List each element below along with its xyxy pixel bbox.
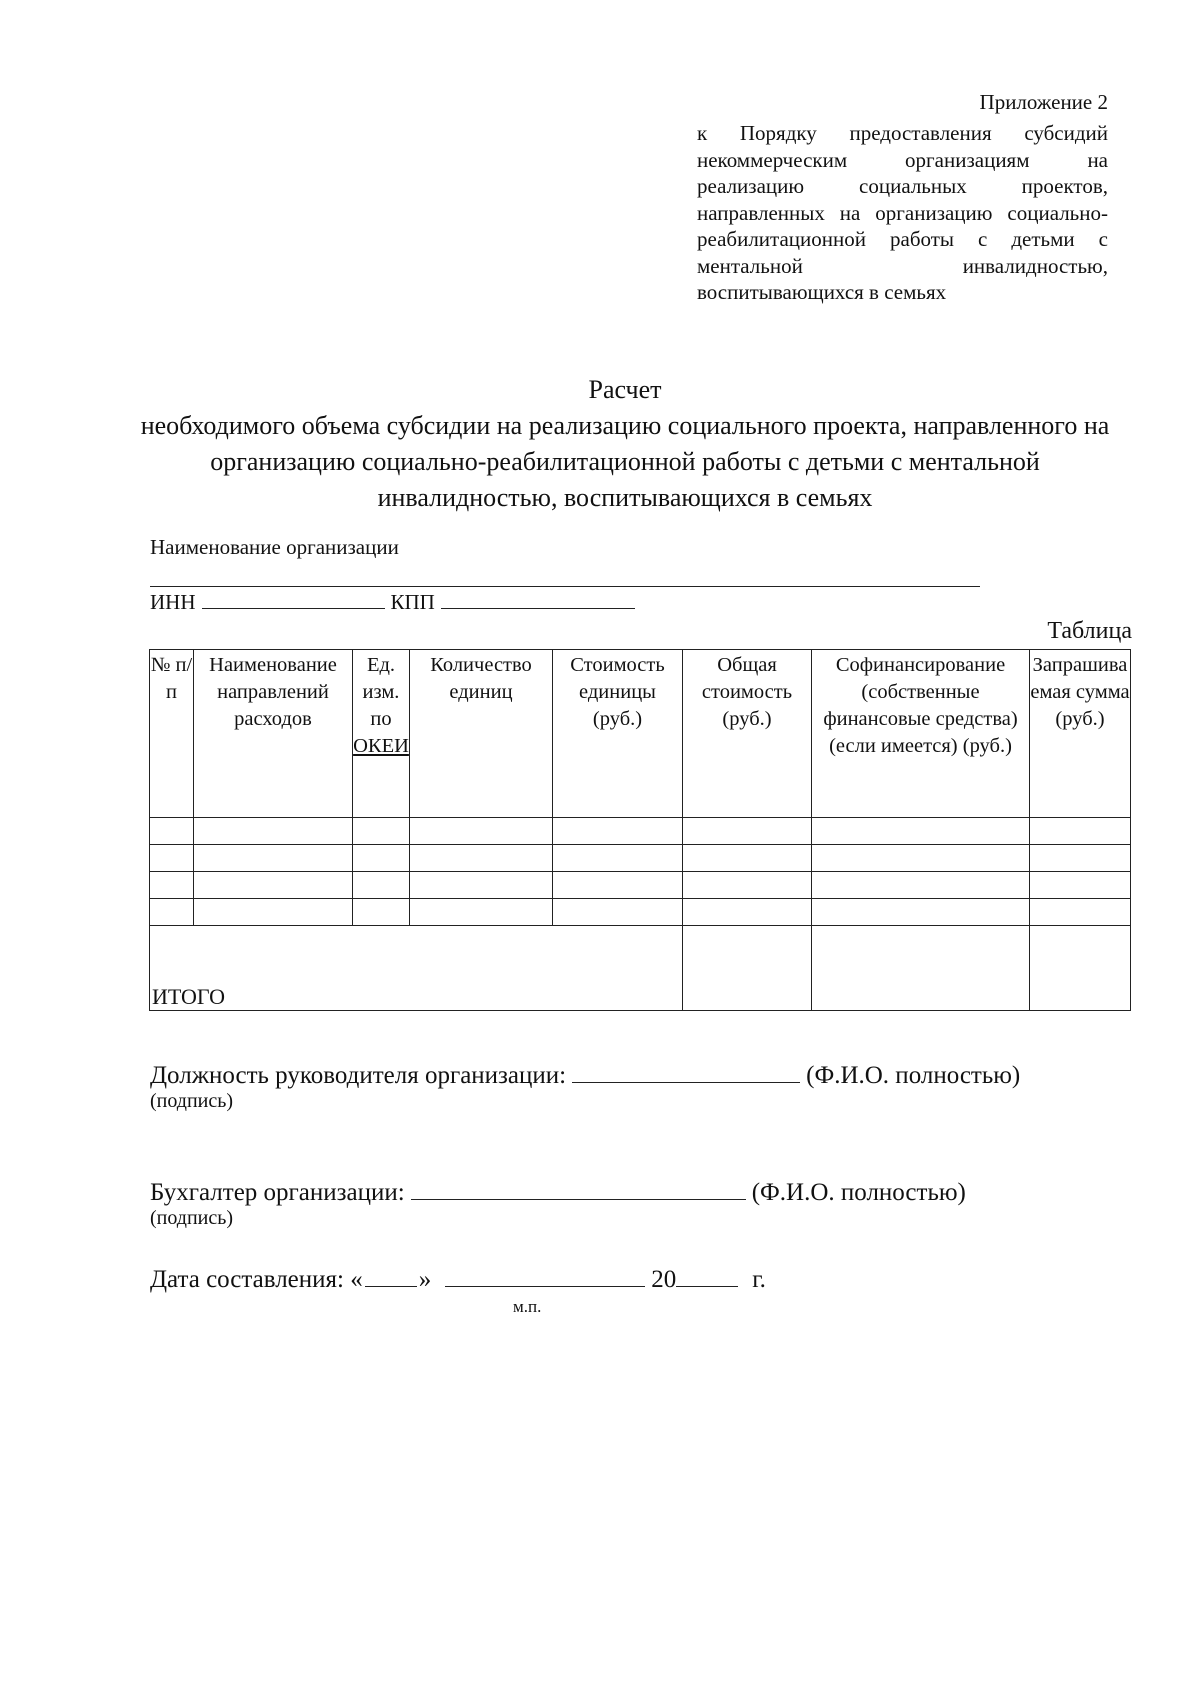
kpp-label: КПП	[390, 590, 435, 614]
header-unit-prefix: Ед. изм. по	[362, 654, 400, 730]
table-cell[interactable]	[812, 818, 1030, 845]
table-cell[interactable]	[553, 845, 683, 872]
table-cell[interactable]	[410, 899, 553, 926]
table-row	[150, 818, 1131, 845]
year-prefix: 20	[651, 1266, 677, 1293]
table-row	[150, 845, 1131, 872]
org-name-field[interactable]	[150, 586, 980, 587]
table-cell[interactable]	[410, 872, 553, 899]
date-month-field[interactable]	[445, 1262, 645, 1287]
table-row	[150, 872, 1131, 899]
accountant-fio-label: (Ф.И.О. полностью)	[751, 1179, 966, 1206]
table-cell[interactable]	[150, 899, 194, 926]
table-cell[interactable]	[353, 899, 410, 926]
table-cell[interactable]	[353, 872, 410, 899]
table-cell[interactable]	[150, 872, 194, 899]
heading-title: Расчет	[588, 375, 662, 404]
head-signature-field[interactable]	[572, 1058, 800, 1083]
table-cell[interactable]	[150, 845, 194, 872]
accountant-label: Бухгалтер организации:	[150, 1179, 405, 1206]
expense-table	[149, 649, 1131, 1011]
appendix-body: к Порядку предоставления субсидий некоммерческим организациям на реализацию социальных проектов, направленных на организацию социально-реабилитационной работы с детьми с ментальной инвалидностью, воспитывающихся в семьях	[697, 121, 1108, 304]
year-suffix: г.	[752, 1266, 766, 1293]
table-cell[interactable]	[1030, 818, 1131, 845]
total-label: ИТОГО	[152, 984, 225, 1009]
table-cell[interactable]	[553, 872, 683, 899]
date-year-field[interactable]	[676, 1262, 738, 1287]
table-cell[interactable]	[812, 845, 1030, 872]
table-cell[interactable]	[194, 872, 353, 899]
table-cell[interactable]	[553, 899, 683, 926]
table-cell[interactable]	[1030, 845, 1131, 872]
appendix-title: Приложение 2	[979, 90, 1108, 114]
table-caption: Таблица	[1047, 618, 1132, 644]
table-cell[interactable]	[683, 872, 812, 899]
table-row	[150, 899, 1131, 926]
header-cofinancing: Софинансирование (собственные финансовые средства) (если имеется) (руб.)	[812, 650, 1030, 818]
header-total-cost: Общая стоимость (руб.)	[683, 650, 812, 818]
table-cell[interactable]	[1030, 872, 1131, 899]
date-quote-close: »	[418, 1266, 432, 1293]
table-cell[interactable]	[353, 818, 410, 845]
total-cost-cell[interactable]	[683, 926, 812, 1011]
table-cell[interactable]	[812, 872, 1030, 899]
head-signature-note: (подпись)	[150, 1090, 234, 1112]
table-cell[interactable]	[683, 845, 812, 872]
total-cofinancing-cell[interactable]	[812, 926, 1030, 1011]
table-cell[interactable]	[194, 845, 353, 872]
header-name: Наименование направлений расходов	[194, 650, 353, 818]
header-unit	[353, 650, 410, 818]
table-cell[interactable]	[410, 818, 553, 845]
heading-subtitle: необходимого объема субсидии на реализацию социального проекта, направленного на организацию социально-реабилитационной работы с детьми с ментальной инвалидностью, воспитывающихся в семьях	[140, 411, 1110, 512]
accountant-signature-row	[150, 1175, 966, 1207]
table-cell[interactable]	[1030, 899, 1131, 926]
inn-label: ИНН	[150, 590, 196, 614]
date-row	[150, 1262, 766, 1294]
head-signature-row	[150, 1058, 1020, 1090]
total-label-cell	[150, 926, 683, 1011]
kpp-field[interactable]	[441, 588, 635, 609]
stamp-note: м.п.	[513, 1297, 542, 1316]
date-label: Дата составления: «	[150, 1266, 363, 1293]
table-cell[interactable]	[553, 818, 683, 845]
table-cell[interactable]	[194, 899, 353, 926]
header-unit-cost: Стоимость единицы (руб.)	[553, 650, 683, 818]
table-header-row	[150, 650, 1131, 818]
date-day-field[interactable]	[365, 1262, 417, 1287]
inn-field[interactable]	[202, 588, 385, 609]
inn-kpp-row	[150, 588, 641, 615]
head-position-label: Должность руководителя организации:	[150, 1062, 567, 1089]
header-num: № п/п	[150, 650, 194, 818]
accountant-signature-field[interactable]	[411, 1175, 746, 1200]
org-name-label: Наименование организации	[150, 535, 399, 559]
total-requested-cell[interactable]	[1030, 926, 1131, 1011]
table-cell[interactable]	[683, 899, 812, 926]
table-cell[interactable]	[150, 818, 194, 845]
header-requested: Запрашиваемая сумма (руб.)	[1030, 650, 1131, 818]
header-unit-code: ОКЕИ	[353, 735, 409, 757]
header-qty: Количество единиц	[410, 650, 553, 818]
table-cell[interactable]	[812, 899, 1030, 926]
table-cell[interactable]	[194, 818, 353, 845]
accountant-signature-note: (подпись)	[150, 1207, 234, 1229]
document-heading	[130, 372, 1120, 516]
table-cell[interactable]	[683, 818, 812, 845]
head-fio-label: (Ф.И.О. полностью)	[806, 1062, 1021, 1089]
table-total-row	[150, 926, 1131, 1011]
table-cell[interactable]	[410, 845, 553, 872]
table-cell[interactable]	[353, 845, 410, 872]
